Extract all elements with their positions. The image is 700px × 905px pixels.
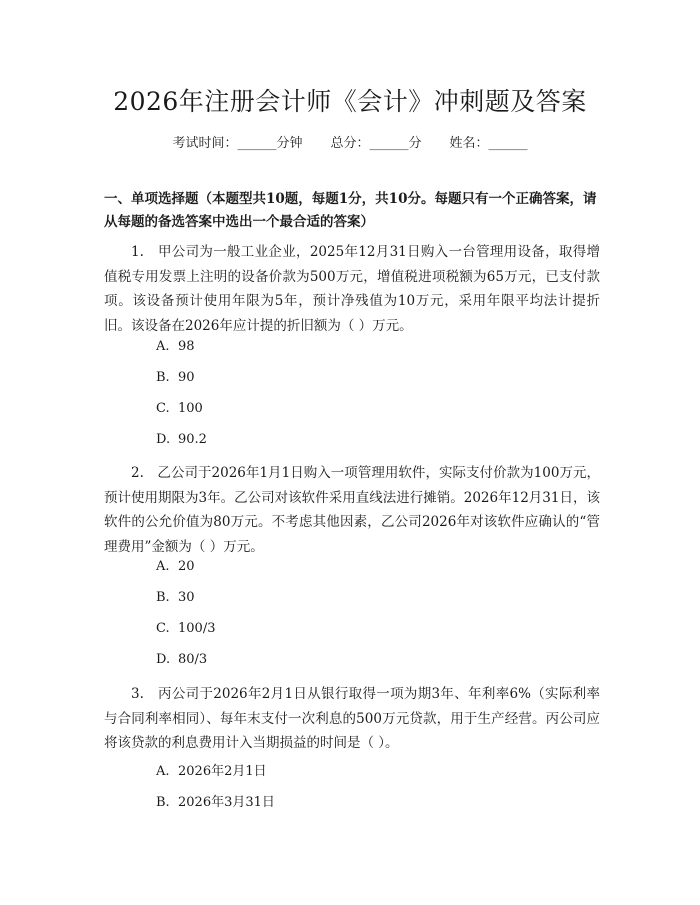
option-text: 2026年2月1日 bbox=[178, 764, 267, 779]
student-name-field: 姓名：______ bbox=[449, 136, 528, 151]
option-letter: B. bbox=[156, 795, 170, 810]
question-2-option-d bbox=[156, 652, 207, 667]
question-2-option-b bbox=[156, 590, 195, 605]
question-1-option-b bbox=[156, 370, 195, 385]
option-text: 98 bbox=[178, 339, 195, 354]
total-score-field: 总分：______分 bbox=[330, 136, 422, 151]
page-title: 2026年注册会计师《会计》冲刺题及答案 bbox=[113, 87, 587, 116]
question-2-option-c bbox=[156, 621, 215, 636]
option-text: 30 bbox=[178, 590, 195, 605]
exam-info-line bbox=[0, 132, 700, 151]
option-letter: D. bbox=[156, 652, 171, 667]
option-letter: C. bbox=[156, 401, 170, 416]
option-text: 100 bbox=[178, 401, 203, 416]
option-letter: D. bbox=[156, 432, 171, 447]
option-letter: B. bbox=[156, 370, 170, 385]
option-text: 90.2 bbox=[178, 432, 207, 447]
option-letter: A. bbox=[156, 339, 170, 354]
option-text: 20 bbox=[178, 559, 195, 574]
option-text: 80/3 bbox=[178, 652, 208, 667]
question-3-option-b bbox=[156, 791, 275, 810]
section-heading: 一、单项选择题（本题型共10题，每题1分，共10分。每题只有一个正确答案，请从每题的备选答案中选出一个最合适的答案） bbox=[104, 191, 597, 230]
option-text: 90 bbox=[178, 370, 195, 385]
option-letter: C. bbox=[156, 621, 170, 636]
question-2-option-a bbox=[156, 559, 195, 574]
option-letter: B. bbox=[156, 590, 170, 605]
option-letter: A. bbox=[156, 559, 170, 574]
question-1-option-a bbox=[156, 339, 195, 354]
question-1-option-c bbox=[156, 401, 203, 416]
question-1-option-d bbox=[156, 432, 207, 447]
question-1-text: 1. 甲公司为一般工业企业，2025年12月31日购入一台管理用设备，取得增值税专用发票上注明的设备价款为500万元，增值税进项税额为65万元，已支付款项。该设备预计使用年限为5年，预计净残值为10万元，采用年限平均法计提折旧。该设备在2026年应计提的折旧额为（ ）万元。 bbox=[104, 244, 600, 334]
exam-time-field: 考试时间：______分钟 bbox=[172, 136, 303, 151]
option-letter: A. bbox=[156, 764, 170, 779]
option-text: 100/3 bbox=[178, 621, 216, 636]
question-2-text: 2. 乙公司于2026年1月1日购入一项管理用软件，实际支付价款为100万元，预计使用期限为3年。乙公司对该软件采用直线法进行摊销。2026年12月31日，该软件的公允价值为80万元。不考虑其他因素，乙公司2026年对该软件应确认的“管理费用”金额为（ ）万元。 bbox=[104, 465, 600, 555]
question-3-text: 3. 丙公司于2026年2月1日从银行取得一项为期3年、年利率6%（实际利率与合同利率相同）、每年末支付一次利息的500万元贷款，用于生产经营。丙公司应将该贷款的利息费用计入当期损益的时间是（ ）。 bbox=[104, 686, 600, 751]
question-3-option-a bbox=[156, 760, 267, 779]
option-text: 2026年3月31日 bbox=[178, 795, 275, 810]
